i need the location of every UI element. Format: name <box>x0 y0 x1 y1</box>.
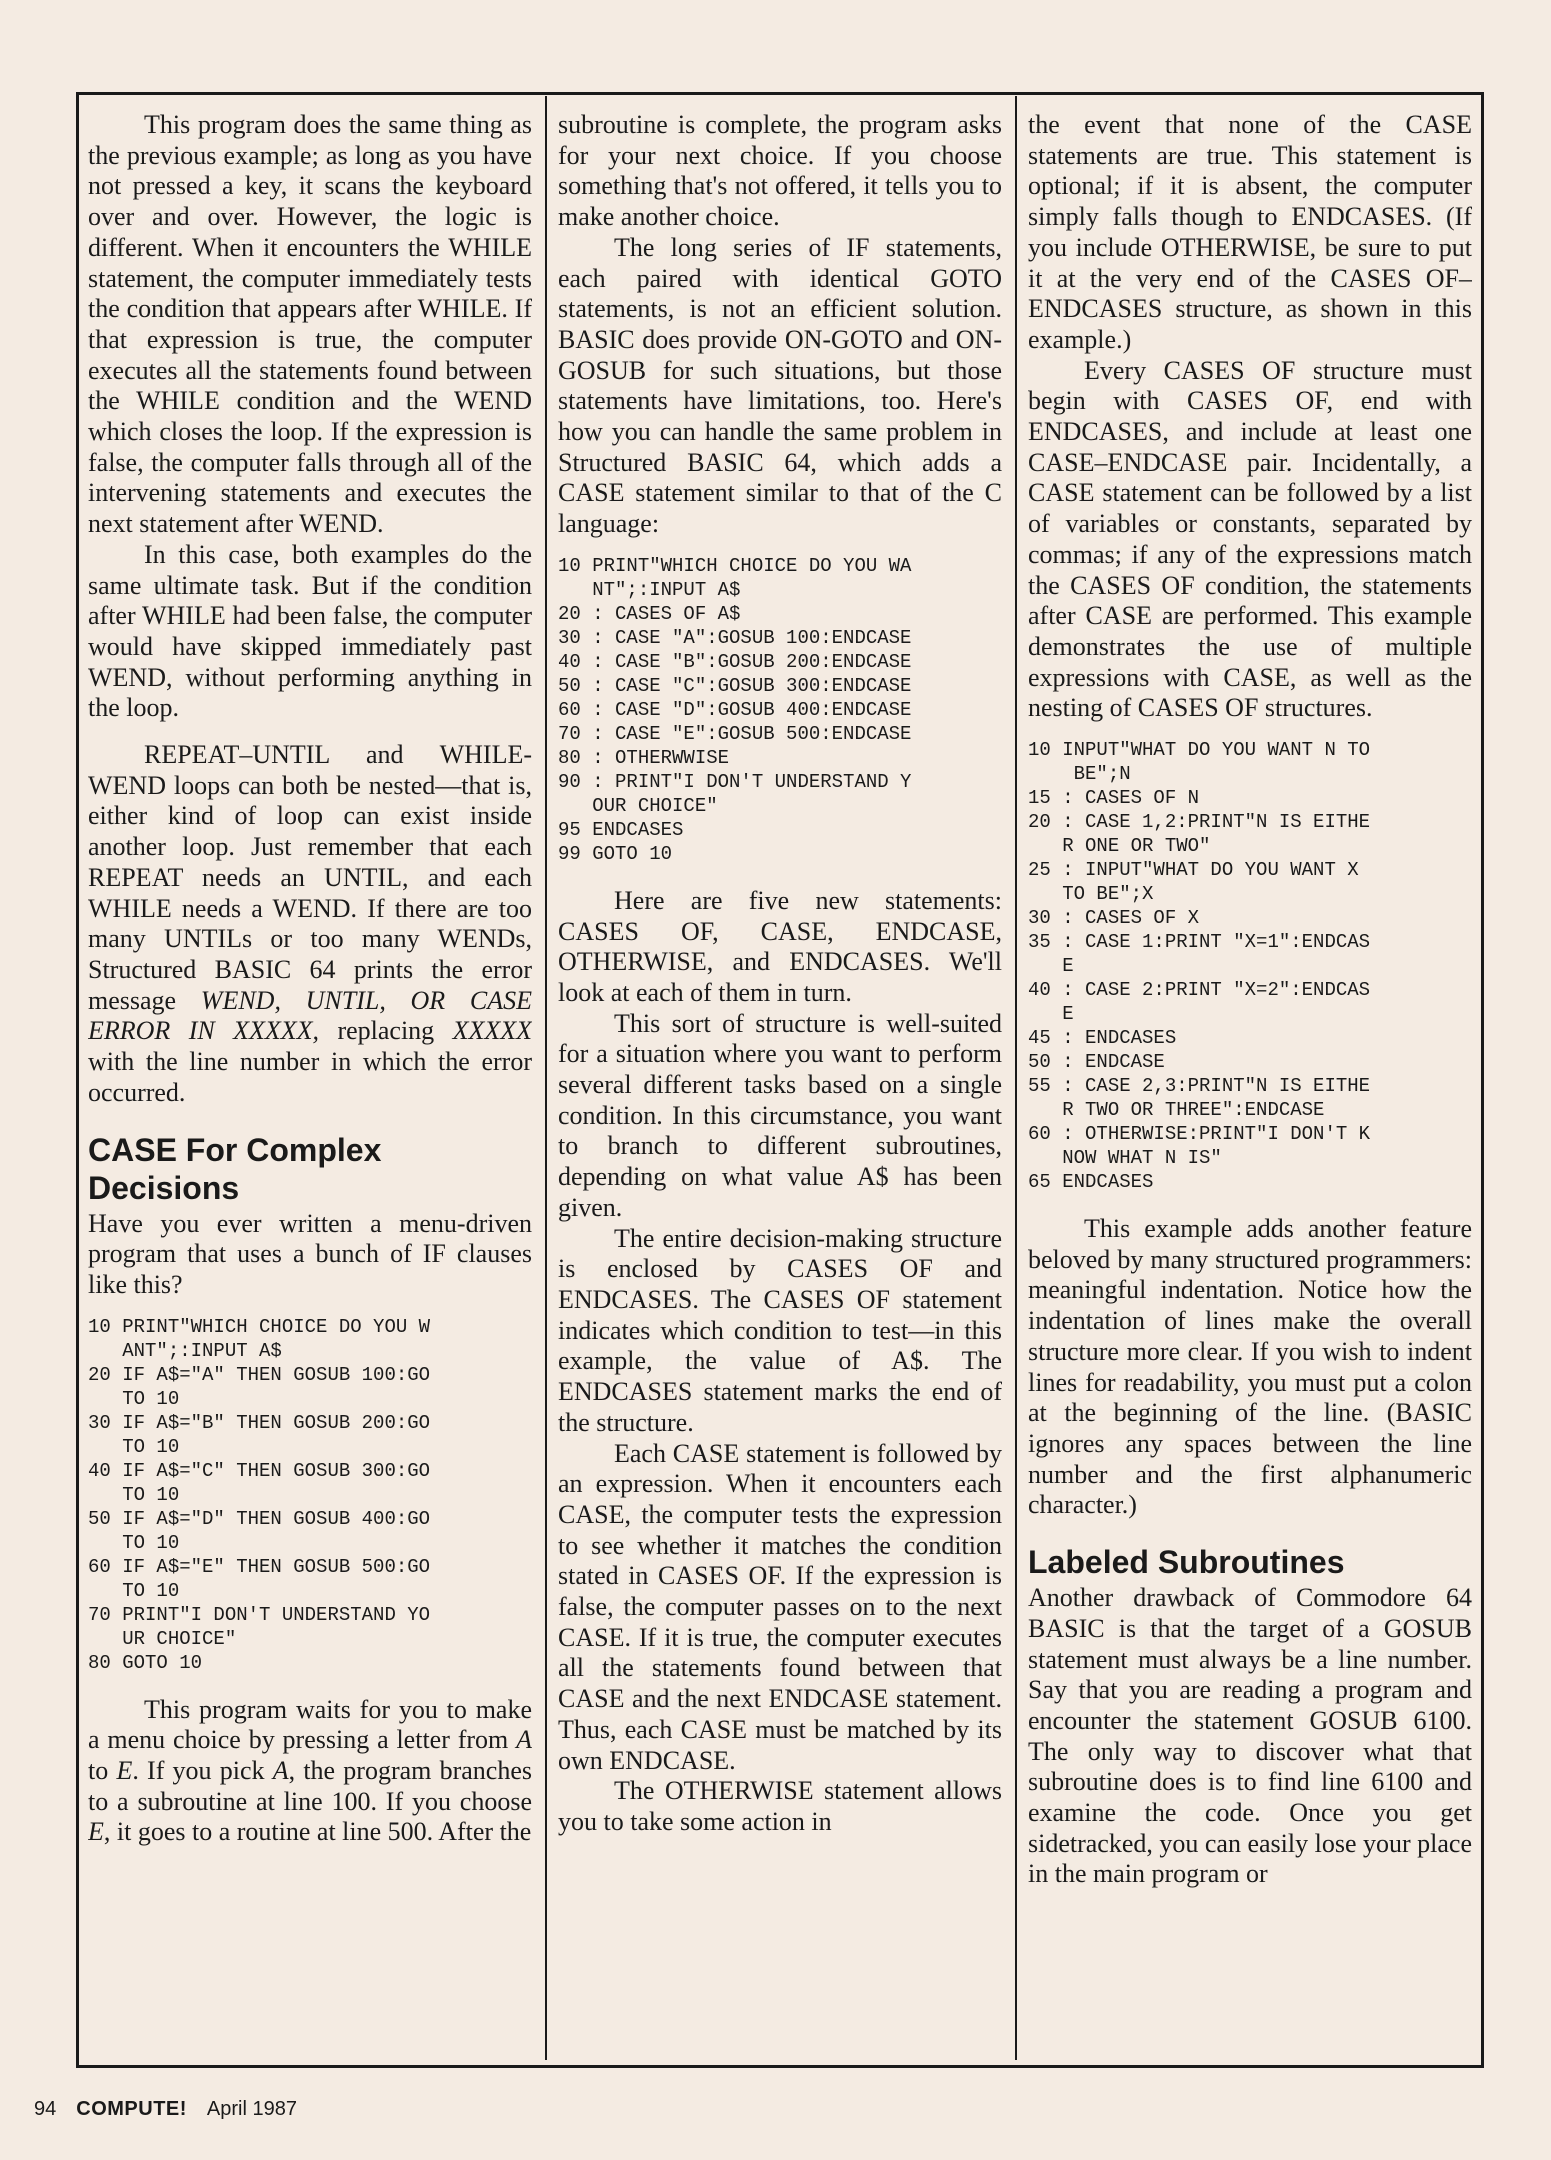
page-number: 94 <box>34 2098 57 2120</box>
code-listing <box>1028 738 1472 1194</box>
code-line: 30 : CASE "A":GOSUB 100:ENDCASE <box>558 626 912 649</box>
paragraph: Here are five new statements: CASES OF, CASE, ENDCASE, OTHERWISE, and ENDCASES. We'll look at each of them in turn. <box>558 885 1002 1007</box>
code-line: 50 IF A$="D" THEN GOSUB 400:GO <box>88 1507 431 1530</box>
code-line: 60 IF A$="E" THEN GOSUB 500:GO <box>88 1555 431 1578</box>
code-line: NT";:INPUT A$ <box>558 578 741 601</box>
paragraph: In this case, both examples do the same ultimate task. But if the condition after WHILE had been false, the computer would have skipped immediately past WEND, without performing anything in the loop. <box>88 539 532 723</box>
code-line: 20 : CASE 1,2:PRINT"N IS EITHE <box>1028 811 1371 834</box>
code-line: R ONE OR TWO" <box>1028 835 1211 858</box>
code-line: 40 : CASE "B":GOSUB 200:ENDCASE <box>558 650 912 673</box>
code-line: 40 IF A$="C" THEN GOSUB 300:GO <box>88 1459 431 1482</box>
section-heading: Labeled Subroutines <box>1028 1544 1345 1581</box>
code-line: 60 : CASE "D":GOSUB 400:ENDCASE <box>558 698 912 721</box>
code-line: 40 : CASE 2:PRINT "X=2":ENDCAS <box>1028 979 1371 1002</box>
paragraph: the event that none of the CASE statements are true. This statement is optional; if it is absent, the computer simply falls though to ENDCASES. (If you include OTHERWISE, be sure to put it at the very end of the CASES OF–ENDCASES structure, as shown in this example.) <box>1028 110 1472 354</box>
paragraph: This sort of structure is well-suited for a situation where you want to perform several different tasks based on a single condition. In this circumstance, you want to branch to different subroutines, depending on what value A$ has been given. <box>558 1008 1002 1222</box>
code-line: TO 10 <box>88 1387 180 1410</box>
code-line: 10 PRINT"WHICH CHOICE DO YOU W <box>88 1315 431 1338</box>
magazine-name: COMPUTE! <box>76 2098 187 2120</box>
code-line: 70 : CASE "E":GOSUB 500:ENDCASE <box>558 722 912 745</box>
code-line: 50 : CASE "C":GOSUB 300:ENDCASE <box>558 674 912 697</box>
code-listing <box>558 554 1002 866</box>
paragraph: This program waits for you to make a menu choice by pressing a letter from A to E. If you pick A, the program branches to a subroutine at line 100. If you choose E, it goes to a routine at line 500. After the <box>88 1694 532 1847</box>
code-line: ANT";:INPUT A$ <box>88 1339 282 1362</box>
code-line: R TWO OR THREE":ENDCASE <box>1028 1099 1325 1122</box>
section-heading: CASE For Complex Decisions <box>88 1131 382 1206</box>
code-line: NOW WHAT N IS" <box>1028 1147 1222 1170</box>
column-3 <box>1028 110 1472 2050</box>
code-line: 10 INPUT"WHAT DO YOU WANT N TO <box>1028 739 1371 762</box>
column-2 <box>558 110 1002 2050</box>
paragraph: This program does the same thing as the previous example; as long as you have not pressed a key, it scans the keyboard over and over. However, the logic is different. When it encounters the WHILE statement, the computer immediately tests the condition that appears after WHILE. If that expression is true, the computer executes all the statements found between the WHILE condition and the WEND which closes the loop. If the expression is false, the computer falls through all of the intervening statements and executes the next statement after WEND. <box>88 110 532 539</box>
paragraph: REPEAT–UNTIL and WHILE-WEND loops can both be nested—that is, either kind of loop can exist inside another loop. Just remember that each REPEAT needs an UNTIL, and each WHILE needs a WEND. If there are too many UNTILs or too many WENDs, Structured BASIC 64 prints the error message WEND, UNTIL, OR CASE ERROR IN XXXXX, replacing XXXXX with the line number in which the error occurred. <box>88 740 532 1107</box>
code-line: 45 : ENDCASES <box>1028 1027 1177 1050</box>
code-line: 65 ENDCASES <box>1028 1171 1154 1194</box>
column-rule <box>1015 96 1017 2060</box>
column-1 <box>88 110 532 2050</box>
code-line: 30 : CASES OF X <box>1028 907 1200 930</box>
paragraph: Every CASES OF structure must begin with CASES OF, end with ENDCASES, and include at least one CASE–ENDCASE pair. Incidentally, a CASE statement can be followed by a list of variables or constants, separated by commas; if any of the expressions match the CASES OF condition, the statements after CASE are performed. This example demonstrates the use of multiple expressions with CASE, as well as the nesting of CASES OF structures. <box>1028 355 1472 723</box>
code-line: 99 GOTO 10 <box>558 842 673 865</box>
code-line: 80 : OTHERWWISE <box>558 746 730 769</box>
code-line: TO 10 <box>88 1531 180 1554</box>
code-line: 20 IF A$="A" THEN GOSUB 100:GO <box>88 1363 431 1386</box>
code-line: 35 : CASE 1:PRINT "X=1":ENDCAS <box>1028 931 1371 954</box>
code-line: 55 : CASE 2,3:PRINT"N IS EITHE <box>1028 1075 1371 1098</box>
code-listing <box>88 1315 532 1675</box>
paragraph: This example adds another feature beloved by many structured programmers: meaningful indentation. Notice how the indentation of lines make the overall structure more clear. If you wish to indent lines for readability, you must put a colon at the beginning of the line. (BASIC ignores any spaces between the line number and the first alphanumeric character.) <box>1028 1214 1472 1520</box>
code-line: 95 ENDCASES <box>558 818 684 841</box>
code-line: 10 PRINT"WHICH CHOICE DO YOU WA <box>558 554 912 577</box>
code-line: TO BE";X <box>1028 883 1154 906</box>
code-line: 30 IF A$="B" THEN GOSUB 200:GO <box>88 1411 431 1434</box>
code-line: TO 10 <box>88 1435 180 1458</box>
page-footer <box>34 2098 297 2121</box>
code-line: TO 10 <box>88 1579 180 1602</box>
paragraph: subroutine is complete, the program asks for your next choice. If you choose something that's not offered, it tells you to make another choice. <box>558 110 1002 232</box>
code-line: 25 : INPUT"WHAT DO YOU WANT X <box>1028 859 1359 882</box>
paragraph: Have you ever written a menu-driven program that uses a bunch of IF clauses like this? <box>88 1208 532 1299</box>
code-line: TO 10 <box>88 1483 180 1506</box>
code-line: 50 : ENDCASE <box>1028 1051 1165 1074</box>
code-line: E <box>1028 1003 1074 1026</box>
paragraph: The OTHERWISE statement allows you to take some action in <box>558 1776 1002 1836</box>
code-line: 70 PRINT"I DON'T UNDERSTAND YO <box>88 1603 431 1626</box>
paragraph: The entire decision-making structure is enclosed by CASES OF and ENDCASES. The CASES OF statement indicates which condition to test—in this example, the value of A$. The ENDCASES statement marks the end of the structure. <box>558 1223 1002 1437</box>
code-line: 80 GOTO 10 <box>88 1651 203 1674</box>
code-line: 20 : CASES OF A$ <box>558 602 741 625</box>
code-line: E <box>1028 955 1074 978</box>
code-line: OUR CHOICE" <box>558 794 718 817</box>
code-line: 60 : OTHERWISE:PRINT"I DON'T K <box>1028 1123 1371 1146</box>
paragraph: Each CASE statement is followed by an expression. When it encounters each CASE, the computer tests the expression to see whether it matches the condition stated in CASES OF. If the expression is false, the computer passes on to the next CASE. If it is true, the computer executes all the statements found between that CASE and the next ENDCASE statement. Thus, each CASE must be matched by its own ENDCASE. <box>558 1438 1002 1775</box>
code-line: 90 : PRINT"I DON'T UNDERSTAND Y <box>558 770 912 793</box>
issue-date: April 1987 <box>206 2098 297 2120</box>
code-line: 15 : CASES OF N <box>1028 787 1200 810</box>
code-line: UR CHOICE" <box>88 1627 237 1650</box>
code-line: BE";N <box>1028 763 1131 786</box>
column-rule <box>545 96 547 2060</box>
paragraph: Another drawback of Commodore 64 BASIC is that the target of a GOSUB statement must always be a line number. Say that you are reading a program and encounter the statement GOSUB 6100. The only way to discover what that subroutine does is to find line 6100 and examine the code. Once you get sidetracked, you can easily lose your place in the main program or <box>1028 1583 1472 1889</box>
paragraph: The long series of IF statements, each paired with identical GOTO statements, is not an efficient solution. BASIC does provide ON-GOTO and ON-GOSUB for such situations, but those statements have limitations, too. Here's how you can handle the same problem in Structured BASIC 64, which adds a CASE statement similar to that of the C language: <box>558 232 1002 539</box>
